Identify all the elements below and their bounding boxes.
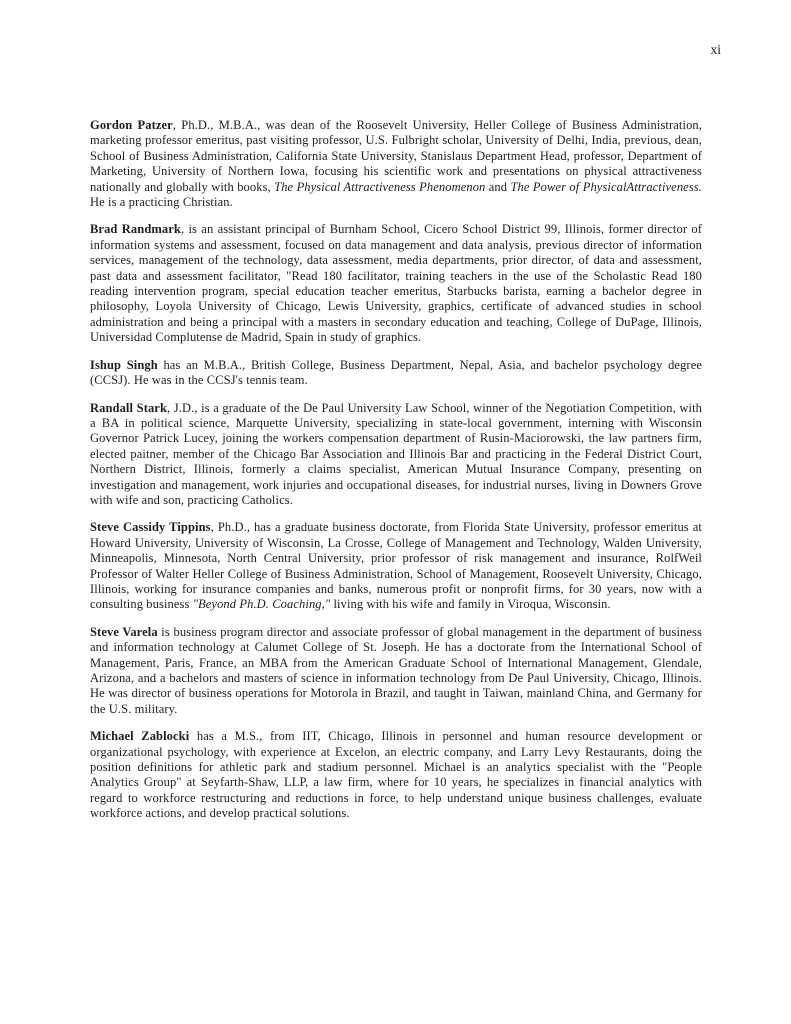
body-text: He is a practicing Christian. [90,195,233,210]
contributor-name: Randall Stark [90,400,168,415]
body-text: , Ph.D., has a graduate business doctorate, from Florida State University, professor emeritus at Howard University, University of Wisconsin, La Crosse, College of Management and Technology, Walden University, Minneapolis, Minnesota, North Central University, prior professor of risk management and insurance, RolfWeil Professor of Walter Heller College of Business Administration, School of Management, Roosevelt University, Chicago, Illinois, working for insurance companies and banks, numerous profit or nonprofit firms, for 30 years, now with a consulting business [90,520,703,612]
contributor-name: Steve Varela [90,624,158,639]
bio-paragraph [90,358,702,389]
body-text: , Ph.D., M.B.A., was dean of the Roosevelt University, Heller College of Business Administration, marketing professor emeritus, past visiting professor, U.S. Fulbright scholar, University of Delhi, India, previous, dean, School of Business Administration, California State University, Stanislaus Department Head, professor, Department of Marketing, University of Northern Iowa, focusing his scientific work and presentations on physical attractiveness nationally and globally with books, [90,118,702,194]
body-text: is business program director and associate professor of global management in the department of business and information technology at Calumet College of St. Joseph. He has a doctorate from the International School of Management, Paris, France, an MBA from the American Graduate School of International Management, Glendale, Arizona, and a bachelors and masters of science in information technology from De Paul University, Chicago, Illinois. He was director of business operations for Motorola in Brazil, and taught in Taiwan, mainland China, and Germany for the U.S. military. [90,624,702,716]
body-text: and [485,179,511,194]
bio-paragraph [90,118,702,210]
body-text: , J.D., is a graduate of the De Paul University Law School, winner of the Negotiation Competition, with a BA in political science, Marquette University, specializing in state-local government, interning with Wisconsin Governor Patrick Lucey, joining the workers compensation department of Rusin-Maciorowski, the law partners firm, elected paitner, member of the Chicago Bar Association and Illinois Bar and practicing in the Federal District Court, Northern District, Illinois, formerly a claims specialist, American Mutual Insurance Company, presenting on investigation and management, work injuries and occupational diseases, for industrial nurses, living in Downers Grove with wife and son, practicing Catholics. [90,400,702,507]
body-text: , is an assistant principal of Burnham School, Cicero School District 99, Illinois, former director of information systems and assessment, focused on data management and data analysis, previous director of information services, management of the technology, data assessment, media departments, prior director, of data and assessment, past data and assessment facilitator, "Read 180 facilitator, training teachers in the use of the Scholastic Read 180 reading intervention program, special education teacher emeritus, Starbucks barista, earning a bachelor degree in philosophy, Loyola University of Chicago, Lewis University, graphics, certificate of advanced studies in school administration and being a principal with a masters in secondary education and teaching, College of DuPage, Illinois, Universidad Complutense de Madrid, Spain in study of graphics. [90,222,702,345]
contributor-name: Brad Randmark [90,222,181,237]
italic-title: "Beyond Ph.D. Coaching," [192,597,331,612]
body-text: has a M.S., from IIT, Chicago, Illinois in personnel and human resource development or organizational psychology, with experience at Excelon, an electric company, and Larry Levy Restaurants, doing the position definitions for athletic park and stadium personnel. Michael is an analytics specialist with the "People Analytics Group" at Seyfarth-Shaw, LLP, a law firm, where for 10 years, he specializes in financial analytics with regard to workforce restructuring and reductions in force, to help understand unique business challenges, evaluate workforce actions, and develop practical solutions. [90,729,702,821]
bio-paragraph [90,222,702,345]
bio-list [90,118,702,834]
contributor-name: Ishup Singh [90,357,158,372]
italic-title: The Physical Attractiveness Phenomenon [274,179,486,194]
body-text: has an M.B.A., British College, Business Department, Nepal, Asia, and bachelor psychology degree (CCSJ). He was in the CCSJ's tennis team. [90,357,702,388]
bio-paragraph [90,520,702,612]
contributor-name: Michael Zablocki [90,729,190,744]
contributor-name: Steve Cassidy Tippins [90,520,211,535]
contributor-name: Gordon Patzer [90,118,173,132]
page-number: xi [710,42,721,57]
bio-paragraph [90,729,702,821]
body-text: living with his wife and family in Viroqua, Wisconsin. [330,597,611,612]
bio-paragraph [90,625,702,717]
italic-title: The Power of PhysicalAttractiveness. [510,179,702,194]
bio-paragraph [90,401,702,509]
